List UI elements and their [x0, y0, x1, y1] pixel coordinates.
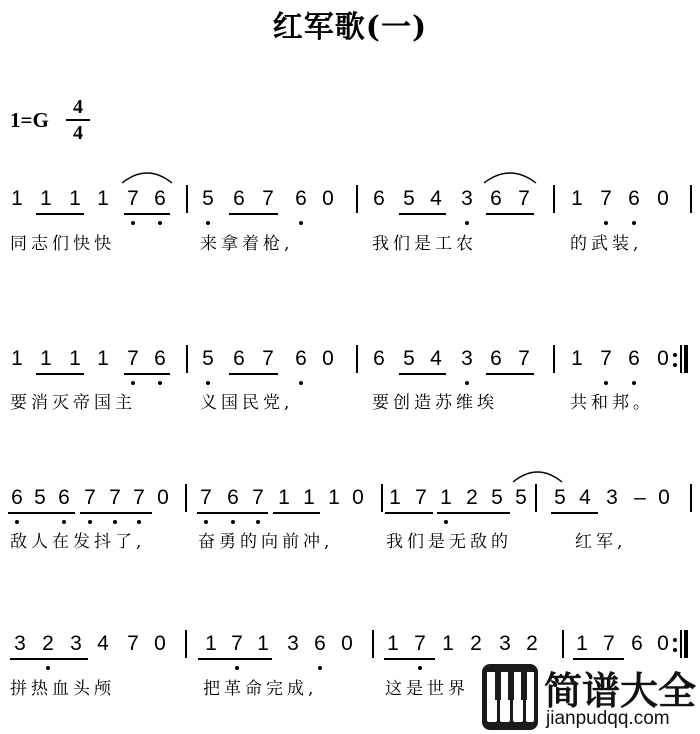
note: 5: [403, 347, 415, 370]
note: 6: [233, 347, 245, 370]
octave-dot-below: [299, 381, 303, 385]
time-signature-line: [66, 119, 90, 121]
octave-dot-below: [604, 381, 608, 385]
repeat-dot: [673, 648, 677, 652]
note: 0: [352, 486, 364, 509]
repeat-thick-bar: [684, 345, 688, 373]
octave-dot-below: [632, 381, 636, 385]
note: 1: [11, 187, 23, 210]
note: 3: [606, 486, 618, 509]
note: 1: [328, 486, 340, 509]
note: 5: [554, 486, 566, 509]
note: 6: [373, 187, 385, 210]
note: 2: [470, 632, 482, 655]
octave-dot-below: [632, 221, 636, 225]
note: 7: [109, 486, 121, 509]
bar-line: [185, 484, 187, 512]
octave-dot-below: [158, 381, 162, 385]
note: 1: [69, 347, 81, 370]
lyric-phrase: 把革命完成,: [203, 679, 318, 699]
eighth-underline: [124, 213, 170, 215]
note: 7: [603, 632, 615, 655]
piano-logo-icon: [482, 664, 538, 730]
lyric-phrase: 敌人在发抖了,: [10, 532, 146, 552]
note: 0: [157, 486, 169, 509]
note: 6: [154, 347, 166, 370]
lyric-phrase: 的武装,: [570, 234, 643, 254]
octave-dot-below: [604, 221, 608, 225]
time-signature-numerator: 4: [73, 96, 83, 118]
note: 1: [389, 486, 401, 509]
note: 5: [202, 347, 214, 370]
note: 6: [295, 187, 307, 210]
note: 1: [442, 632, 454, 655]
note: 7: [414, 632, 426, 655]
octave-dot-below: [206, 221, 210, 225]
note: 1: [303, 486, 315, 509]
note: 7: [84, 486, 96, 509]
eighth-underline: [229, 213, 278, 215]
note: 6: [11, 486, 23, 509]
bar-line: [356, 185, 358, 213]
eighth-underline: [36, 213, 84, 215]
slur-arc: [120, 169, 174, 185]
lyric-phrase: 红军,: [575, 532, 627, 552]
note: 6: [631, 632, 643, 655]
eighth-underline: [229, 373, 278, 375]
lyric-phrase: 要消灭帝国主: [10, 393, 136, 413]
note: 0: [341, 632, 353, 655]
note: 6: [490, 347, 502, 370]
note: 7: [518, 347, 530, 370]
note: 6: [628, 347, 640, 370]
lyric-phrase: 拼热血头颅: [10, 679, 115, 699]
note: 7: [262, 347, 274, 370]
note: 6: [314, 632, 326, 655]
note: 0: [657, 187, 669, 210]
note: 3: [287, 632, 299, 655]
note: 1: [387, 632, 399, 655]
note: 7: [231, 632, 243, 655]
octave-dot-below: [88, 520, 92, 524]
note: 5: [202, 187, 214, 210]
note: 2: [42, 632, 54, 655]
note: 7: [600, 347, 612, 370]
note: 7: [262, 187, 274, 210]
note: 4: [430, 347, 442, 370]
note: 5: [34, 486, 46, 509]
note: 1: [11, 347, 23, 370]
time-signature-denominator: 4: [73, 122, 83, 144]
eighth-underline: [384, 658, 435, 660]
note: 7: [415, 486, 427, 509]
bar-line: [562, 630, 564, 658]
repeat-dot: [673, 638, 677, 642]
octave-dot-below: [444, 520, 448, 524]
eighth-underline: [273, 512, 320, 514]
note: 3: [461, 187, 473, 210]
octave-dot-below: [113, 520, 117, 524]
note: 1: [205, 632, 217, 655]
bar-line: [381, 484, 383, 512]
octave-dot-below: [318, 666, 322, 670]
note: 4: [97, 632, 109, 655]
note: 7: [127, 187, 139, 210]
note: 2: [466, 486, 478, 509]
note: 7: [127, 347, 139, 370]
note: 1: [571, 347, 583, 370]
song-title: 红军歌(一): [272, 10, 428, 45]
lyric-phrase: 我们是工农: [372, 234, 477, 254]
note: 5: [491, 486, 503, 509]
eighth-underline: [385, 512, 433, 514]
note: 3: [461, 347, 473, 370]
bar-line: [535, 484, 537, 512]
note: 6: [227, 486, 239, 509]
lyric-phrase: 我们是无敌的: [386, 532, 512, 552]
note: 4: [579, 486, 591, 509]
octave-dot-below: [15, 520, 19, 524]
note: 6: [373, 347, 385, 370]
note: 0: [658, 486, 670, 509]
note: 7: [127, 632, 139, 655]
note: 1: [40, 187, 52, 210]
note: 6: [490, 187, 502, 210]
repeat-thin-bar: [680, 630, 682, 658]
repeat-dot: [673, 353, 677, 357]
lyric-phrase: 共和邦。: [570, 393, 654, 413]
eighth-underline: [399, 213, 446, 215]
repeat-thick-bar: [684, 630, 688, 658]
note: 7: [200, 486, 212, 509]
note: 7: [133, 486, 145, 509]
note: 4: [430, 187, 442, 210]
bar-line: [372, 630, 374, 658]
octave-dot-below: [256, 520, 260, 524]
octave-dot-below: [206, 381, 210, 385]
note: 1: [40, 347, 52, 370]
octave-dot-below: [235, 666, 239, 670]
octave-dot-below: [204, 520, 208, 524]
bar-line: [186, 345, 188, 373]
bar-line: [185, 630, 187, 658]
eighth-underline: [80, 512, 152, 514]
note: 0: [154, 632, 166, 655]
octave-dot-below: [158, 221, 162, 225]
octave-dot-below: [62, 520, 66, 524]
bar-line: [553, 185, 555, 213]
note: 5: [515, 486, 527, 509]
note: 0: [322, 187, 334, 210]
lyric-phrase: 这是世界: [385, 679, 469, 699]
note: 1: [97, 187, 109, 210]
watermark-url: jianpudqq.com: [546, 708, 670, 729]
eighth-underline: [486, 373, 534, 375]
note: 3: [499, 632, 511, 655]
lyric-phrase: 奋勇的向前冲,: [198, 532, 334, 552]
note: –: [634, 486, 646, 509]
bar-line: [690, 185, 692, 213]
site-watermark: [482, 660, 700, 734]
note: 1: [69, 187, 81, 210]
note: 0: [322, 347, 334, 370]
octave-dot-below: [131, 381, 135, 385]
lyric-phrase: 来拿着枪,: [200, 234, 294, 254]
repeat-dot: [673, 363, 677, 367]
slur-arc: [482, 169, 538, 185]
repeat-thin-bar: [680, 345, 682, 373]
note: 1: [97, 347, 109, 370]
bar-line: [186, 185, 188, 213]
note: 1: [576, 632, 588, 655]
note: 6: [628, 187, 640, 210]
watermark-name: 简谱大全: [544, 669, 697, 713]
octave-dot-below: [131, 221, 135, 225]
note: 6: [295, 347, 307, 370]
lyric-phrase: 义国民党,: [200, 393, 294, 413]
octave-dot-below: [231, 520, 235, 524]
note: 6: [58, 486, 70, 509]
note: 1: [571, 187, 583, 210]
octave-dot-below: [299, 221, 303, 225]
note: 1: [278, 486, 290, 509]
note: 0: [657, 347, 669, 370]
eighth-underline: [399, 373, 446, 375]
eighth-underline: [197, 512, 268, 514]
note: 7: [252, 486, 264, 509]
eighth-underline: [551, 512, 598, 514]
octave-dot-below: [418, 666, 422, 670]
note: 6: [154, 187, 166, 210]
lyric-phrase: 同志们快快: [10, 234, 115, 254]
key-signature: 1=G: [10, 108, 49, 132]
note: 1: [257, 632, 269, 655]
note: 3: [70, 632, 82, 655]
eighth-underline: [124, 373, 170, 375]
note: 0: [657, 632, 669, 655]
note: 7: [600, 187, 612, 210]
note: 7: [518, 187, 530, 210]
octave-dot-below: [46, 666, 50, 670]
octave-dot-below: [137, 520, 141, 524]
bar-line: [356, 345, 358, 373]
note: 1: [440, 486, 452, 509]
note: 2: [526, 632, 538, 655]
eighth-underline: [198, 658, 272, 660]
bar-line: [553, 345, 555, 373]
note: 5: [403, 187, 415, 210]
octave-dot-below: [465, 221, 469, 225]
slur-arc: [511, 468, 564, 484]
time-signature: [66, 96, 90, 144]
eighth-underline: [437, 512, 510, 514]
eighth-underline: [486, 213, 534, 215]
bar-line: [690, 484, 692, 512]
eighth-underline: [10, 658, 88, 660]
lyric-phrase: 要创造苏维埃: [372, 393, 498, 413]
note: 6: [233, 187, 245, 210]
octave-dot-below: [465, 381, 469, 385]
eighth-underline: [36, 373, 84, 375]
note: 3: [14, 632, 26, 655]
eighth-underline: [8, 512, 75, 514]
